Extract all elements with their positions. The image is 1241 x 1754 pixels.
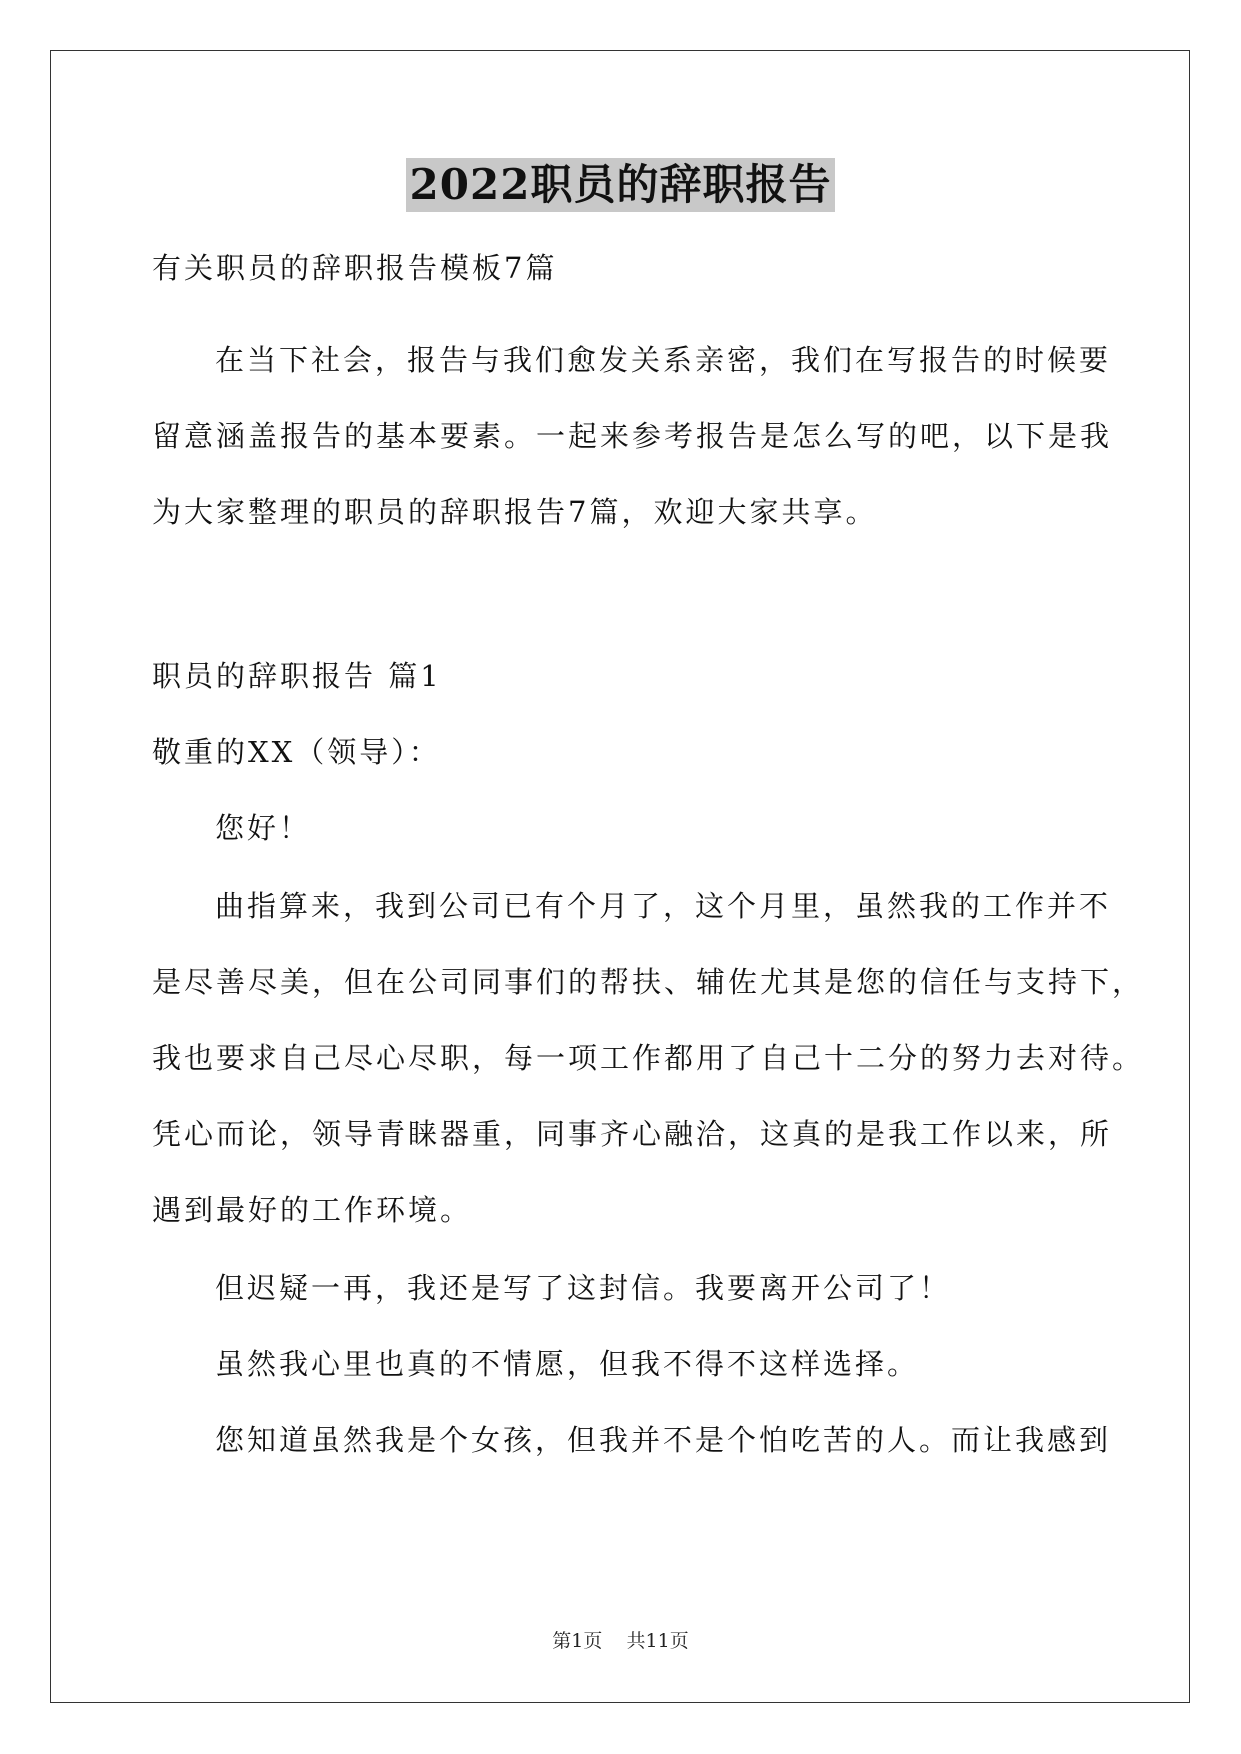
body-line: 虽然我心里也真的不情愿，但我不得不这样选择。 (215, 1347, 920, 1381)
intro-line: 在当下社会，报告与我们愈发关系亲密，我们在写报告的时候要 (215, 343, 1112, 377)
body-line: 我也要求自己尽心尽职，每一项工作都用了自己十二分的努力去对待。 (152, 1041, 1145, 1075)
page-number-footer: 第1页 共11页 (552, 1630, 689, 1652)
document-subtitle: 有关职员的辞职报告模板7篇 (152, 251, 558, 285)
intro-line: 为大家整理的职员的辞职报告7篇，欢迎大家共享。 (152, 495, 878, 529)
intro-line: 留意涵盖报告的基本要素。一起来参考报告是怎么写的吧，以下是我 (152, 419, 1113, 453)
body-line: 凭心而论，领导青睐器重，同事齐心融洽，这真的是我工作以来，所 (152, 1117, 1113, 1151)
salutation: 敬重的XX（领导）： (152, 735, 441, 769)
section-heading: 职员的辞职报告 篇1 (152, 659, 442, 693)
body-line: 您知道虽然我是个女孩，但我并不是个怕吃苦的人。而让我感到 (215, 1423, 1112, 1457)
body-line: 曲指算来，我到公司已有个月了，这个月里，虽然我的工作并不 (215, 889, 1112, 923)
greeting: 您好！ (215, 811, 312, 845)
body-line: 是尽善尽美，但在公司同事们的帮扶、辅佐尤其是您的信任与支持下， (152, 965, 1145, 999)
document-title: 2022职员的辞职报告 (406, 158, 836, 212)
body-line: 遇到最好的工作环境。 (152, 1193, 473, 1227)
body-line: 但迟疑一再，我还是写了这封信。我要离开公司了！ (215, 1271, 952, 1305)
title-container (0, 158, 1241, 212)
